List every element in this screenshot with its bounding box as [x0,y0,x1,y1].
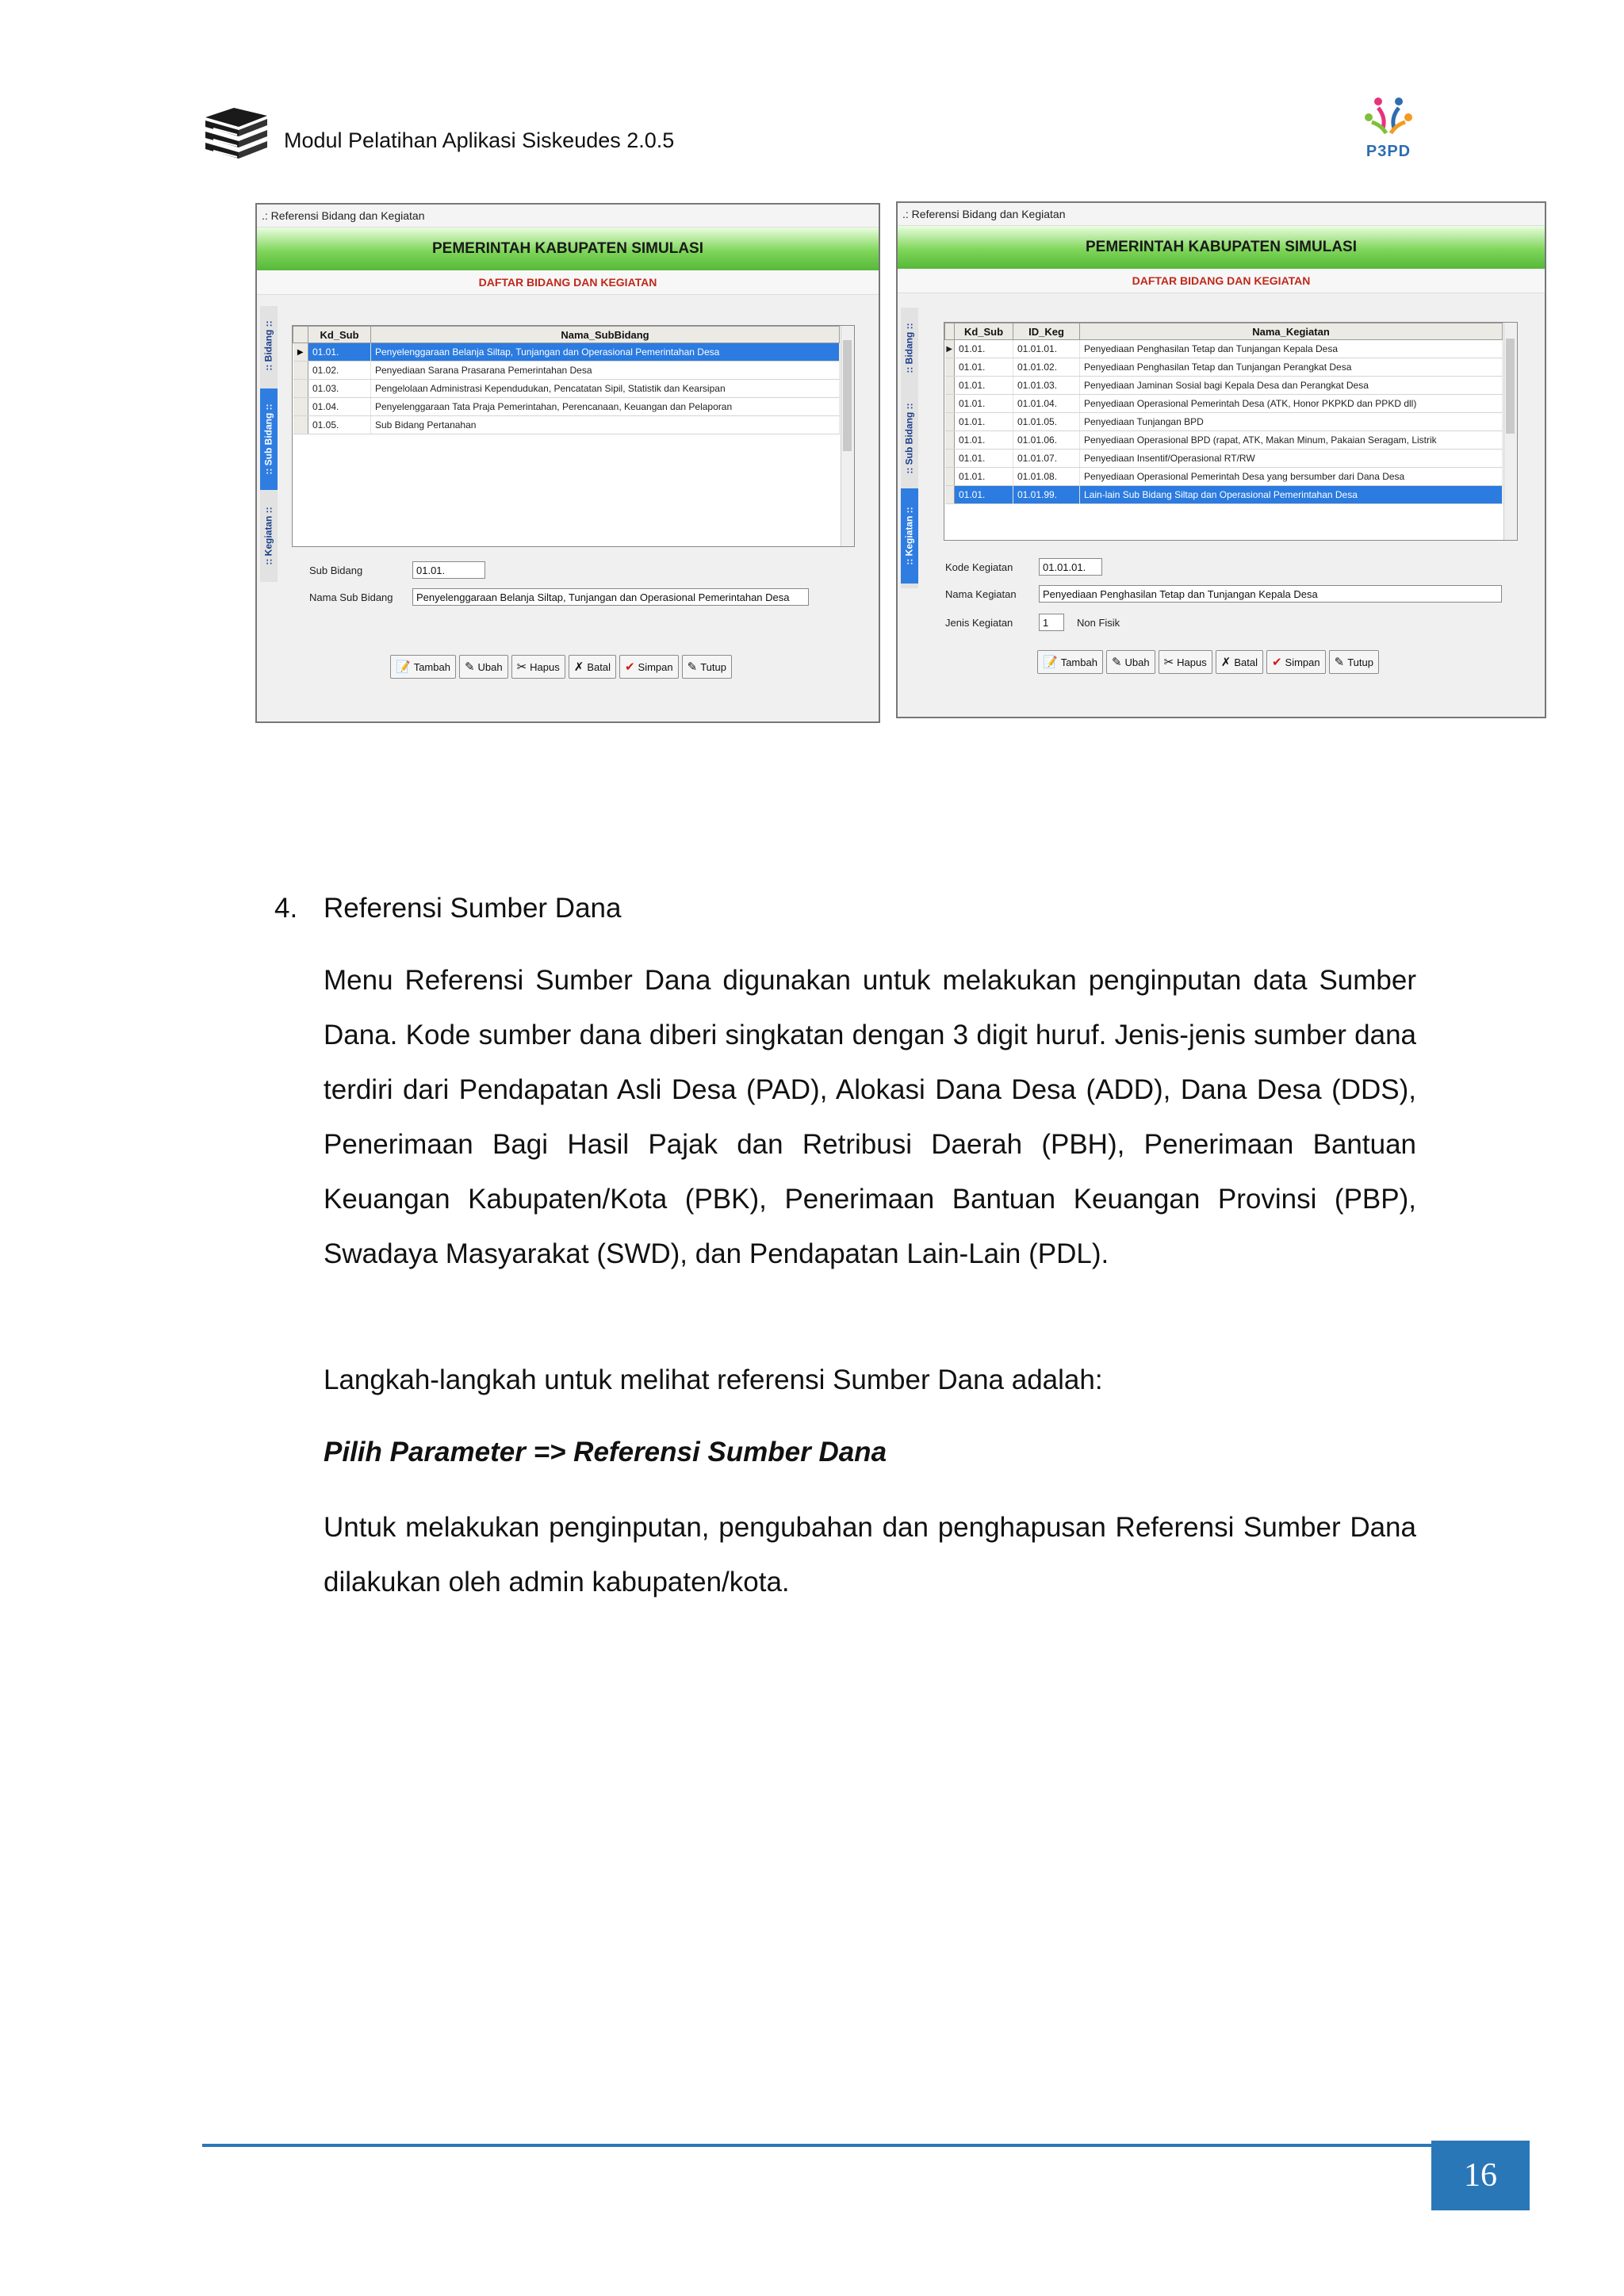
button-bar [1037,650,1379,674]
window-title: .: Referensi Bidang dan Kegiatan [257,205,879,228]
nama-kegiatan-label: Nama Kegiatan [945,588,1017,600]
column-header[interactable]: Nama_SubBidang [371,327,840,343]
banner: PEMERINTAH KABUPATEN SIMULASI [898,226,1545,269]
tab-kegiatan[interactable]: :: Kegiatan :: [901,488,918,584]
tutup-button[interactable]: ✎ Tutup [682,655,732,679]
sub-bidang-field[interactable]: 01.01. [412,561,485,579]
logo-text: P3PD [1365,143,1411,160]
table-row[interactable]: 01.01. 01.01.06. Penyediaan Operasional BPD (rapat, ATK, Makan Minum, Pakaian Seragam, Listrik [945,431,1503,450]
add-icon: 📝 [1043,656,1058,669]
screenshot-sub-bidang [255,203,880,723]
column-header[interactable]: Kd_Sub [308,327,371,343]
subtitle: DAFTAR BIDANG DAN KEGIATAN [257,270,879,295]
p3pd-logo-icon [1354,94,1423,141]
cancel-icon: ✗ [573,660,584,674]
table-row[interactable]: 01.03. Pengelolaan Administrasi Kependudukan, Pencatatan Sipil, Statistik dan Kearsipan [293,380,840,398]
sub-bidang-grid[interactable] [292,325,855,547]
table-row[interactable]: 01.01. 01.01.99. Lain-lain Sub Bidang Siltap dan Operasional Pemerintahan Desa [945,486,1503,504]
window-title: .: Referensi Bidang dan Kegiatan [898,203,1545,226]
close-icon: ✎ [1334,656,1345,669]
section-title: Referensi Sumber Dana [324,893,622,924]
row-pointer-icon: ▶ [945,340,955,358]
edit-icon: ✎ [1111,656,1122,669]
close-icon: ✎ [687,660,698,674]
edit-icon: ✎ [464,660,475,674]
table-row[interactable]: ▶ 01.01. Penyelenggaraan Belanja Siltap, Tunjangan dan Operasional Pemerintahan Desa [293,343,840,362]
scrollbar-thumb[interactable] [843,340,852,451]
batal-button[interactable]: ✗ Batal [569,655,616,679]
tab-sub-bidang[interactable]: :: Sub Bidang :: [260,388,278,490]
check-icon: ✔ [624,660,635,674]
row-pointer-icon: ▶ [293,343,308,362]
jenis-kegiatan-label: Jenis Kegiatan [945,617,1013,629]
tambah-button[interactable]: 📝 Tambah [390,655,456,679]
vertical-tabs [260,306,278,582]
vertical-tabs [901,308,918,588]
column-header[interactable]: ID_Keg [1013,323,1080,340]
banner: PEMERINTAH KABUPATEN SIMULASI [257,228,879,270]
p3pd-logo [1354,94,1423,165]
simpan-button[interactable]: ✔ Simpan [1266,650,1326,674]
kode-kegiatan-field[interactable]: 01.01.01. [1039,558,1102,576]
grid-scrollbar[interactable] [841,326,854,546]
table-row[interactable]: 01.04. Penyelenggaraan Tata Praja Pemerintahan, Perencanaan, Keuangan dan Pelaporan [293,398,840,416]
button-bar [390,655,732,679]
table-row[interactable]: 01.01. 01.01.05. Penyediaan Tunjangan BPD [945,413,1503,431]
tab-bidang[interactable]: :: Bidang :: [904,323,916,373]
tab-kegiatan[interactable]: :: Kegiatan :: [263,507,274,565]
table-row[interactable]: ▶ 01.01. 01.01.01. Penyediaan Penghasilan Tetap dan Tunjangan Kepala Desa [945,340,1503,358]
indicator-header [293,327,308,343]
hapus-button[interactable]: ✂ Hapus [511,655,565,679]
delete-icon: ✂ [1163,656,1174,669]
paragraph-steps-intro: Langkah-langkah untuk melihat referensi Sumber Dana adalah: [324,1364,1103,1395]
header-title: Modul Pelatihan Aplikasi Siskeudes 2.0.5 [284,128,675,152]
grid-scrollbar[interactable] [1503,323,1517,540]
page-header [0,0,1624,182]
column-header[interactable]: Nama_Kegiatan [1080,323,1503,340]
books-stack-icon [202,105,270,166]
kegiatan-grid[interactable] [944,322,1518,541]
table-row[interactable]: 01.01. 01.01.02. Penyediaan Penghasilan Tetap dan Tunjangan Perangkat Desa [945,358,1503,377]
ubah-button[interactable]: ✎ Ubah [459,655,508,679]
page-number: 16 [1431,2141,1530,2210]
column-header[interactable]: Kd_Sub [955,323,1013,340]
tab-bidang[interactable]: :: Bidang :: [263,320,275,371]
table-row[interactable]: 01.05. Sub Bidang Pertanahan [293,416,840,434]
nama-kegiatan-field[interactable]: Penyediaan Penghasilan Tetap dan Tunjangan Kepala Desa [1039,585,1502,603]
menu-path: Pilih Parameter => Referensi Sumber Dana [324,1437,887,1468]
tab-sub-bidang[interactable]: :: Sub Bidang :: [904,403,916,474]
nama-sub-bidang-label: Nama Sub Bidang [309,591,393,603]
table-row[interactable]: 01.01. 01.01.03. Penyediaan Jaminan Sosial bagi Kepala Desa dan Perangkat Desa [945,377,1503,395]
table-row[interactable]: 01.02. Penyediaan Sarana Prasarana Pemerintahan Desa [293,362,840,380]
screenshot-kegiatan [896,201,1546,718]
sub-bidang-label: Sub Bidang [309,564,363,576]
hapus-button[interactable]: ✂ Hapus [1159,650,1212,674]
subtitle: DAFTAR BIDANG DAN KEGIATAN [898,269,1545,293]
tutup-button[interactable]: ✎ Tutup [1329,650,1379,674]
jenis-kegiatan-field[interactable]: 1 [1039,614,1064,631]
check-icon: ✔ [1271,656,1282,669]
nama-sub-bidang-field[interactable]: Penyelenggaraan Belanja Siltap, Tunjangan dan Operasional Pemerintahan Desa [412,588,809,606]
paragraph-description: Menu Referensi Sumber Dana digunakan untuk melakukan penginputan data Sumber Dana. Kode sumber dana diberi singkatan dengan 3 digit huruf. Jenis-jenis sumber dana terdiri dari Pendapatan Asli Desa (PAD), Alokasi Dana Desa (ADD), Dana Desa (DDS), Penerimaan Bagi Hasil Pajak dan Retribusi Daerah (PBH), Penerimaan Bantuan Keuangan Kabupaten/Kota (PBK), Penerimaan Bantuan Keuangan Provinsi (PBP), Swadaya Masyarakat (SWD), dan Pendapatan Lain-Lain (PDL). [324,965,1416,1269]
delete-icon: ✂ [516,660,527,674]
batal-button[interactable]: ✗ Batal [1216,650,1263,674]
indicator-header [945,323,955,340]
simpan-button[interactable]: ✔ Simpan [619,655,679,679]
ubah-button[interactable]: ✎ Ubah [1106,650,1155,674]
table-row[interactable]: 01.01. 01.01.07. Penyediaan Insentif/Operasional RT/RW [945,450,1503,468]
jenis-kegiatan-text: Non Fisik [1077,617,1120,629]
tambah-button[interactable]: 📝 Tambah [1037,650,1103,674]
footer-divider [202,2144,1449,2147]
kode-kegiatan-label: Kode Kegiatan [945,561,1013,573]
scrollbar-thumb[interactable] [1506,339,1515,434]
paragraph-admin-note: Untuk melakukan penginputan, pengubahan dan penghapusan Referensi Sumber Dana dilakukan oleh admin kabupaten/kota. [324,1512,1416,1598]
table-row[interactable]: 01.01. 01.01.04. Penyediaan Operasional Pemerintah Desa (ATK, Honor PKPKD dan PPKD dll) [945,395,1503,413]
table-row[interactable]: 01.01. 01.01.08. Penyediaan Operasional Pemerintah Desa yang bersumber dari Dana Desa [945,468,1503,486]
section-number: 4. [274,893,298,924]
cancel-icon: ✗ [1220,656,1231,669]
add-icon: 📝 [396,660,411,674]
